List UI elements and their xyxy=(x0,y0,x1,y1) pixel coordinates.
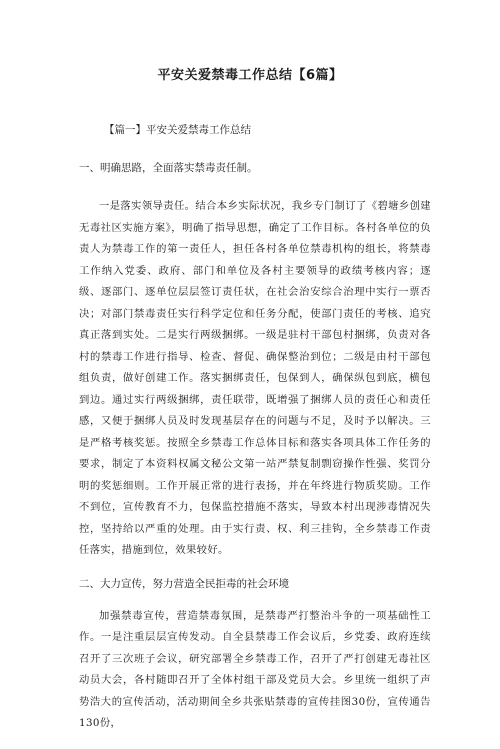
document-title: 平安关爱禁毒工作总结【6篇】 xyxy=(157,68,343,83)
section-label: 【篇一】平安关爱禁毒工作总结 xyxy=(104,124,251,136)
paragraph-1: 一是落实领导责任。结合本乡实际状况，我乡专门制订了《碧塘乡创建无毒社区实施方案》，明确了指导思想，确定了工作目标。各村各单位的负责人为禁毒工作的第一责任人，担任各村各单位禁毒机构的组长，将禁毒工作纳入党委、政府、部门和单位及各村主要领导的政绩考核内容；逐级、逐部门、逐单位层层签订责任状，在社会治安综合治理中实行一票否决；对部门禁毒责任实行科学定位和任务分配，使部门责任的考核、追究真正落到实处。二是实行两级捆绑。一级是驻村干部包村捆绑，负责对各村的禁毒工作进行指导、检查、督促、确保整治到位；二级是由村干部包组负责，做好创建工作。落实捆绑责任，包保到人，确保纵包到底，横包到边。通过实行两级捆绑，责任联带，既增强了捆绑人员的责任心和责任感，又便于捆绑人员及时发现基层存在的问题与不足，及时予以解决。三是严格考核奖惩。按照全乡禁毒工作总体目标和落实各项具体工作任务的要求，制定了本资料权属文秘公文第一站严禁复制剽窃操作性强、奖罚分明的奖惩细则。工作开展正常的进行表扬，并在年终进行物质奖励。工作不到位，宣传教育不力，包保监控措施不落实，导致本村出现涉毒情况失控，坚持给以严重的处理。由于实行责、权、利三挂钩，全乡禁毒工作责任落实，措施到位，效果较好。 xyxy=(79,200,431,556)
section-heading-1: 一、明确思路，全面落实禁毒责任制。 xyxy=(79,162,258,174)
section-heading-2: 二、大力宣传，努力营造全民拒毒的社会环境 xyxy=(79,577,289,590)
document-body xyxy=(79,122,438,749)
paragraph-2: 加强禁毒宣传，营造禁毒氛围，是禁毒严打整治斗争的一项基础性工作。一是注重层层宣传发动。自全县禁毒工作会议后，乡党委、政府连续召开了三次班子会议，研究部署全乡禁毒工作，召开了严打创建无毒社区动员大会，各村随即召开了全体村组干部及党员大会。乡里统一组织了声势浩大的宣传活动，活动期间全乡共张贴禁毒的宣传挂图30份，宣传通告130份， xyxy=(79,609,431,729)
